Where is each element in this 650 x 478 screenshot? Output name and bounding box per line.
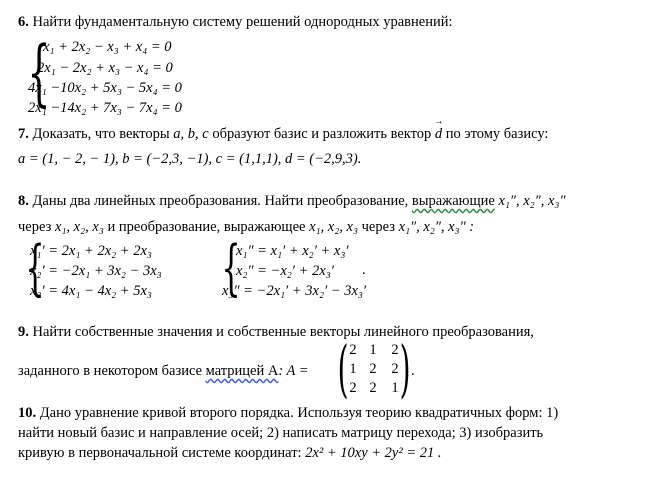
system2-row: x₂″ = −x₂′ + 2x₃′ [236,263,334,279]
problem-text: и преобразование, выражающее [107,219,306,235]
system1-row: x₂′ = −2x₁ + 3x₂ − 3x₃ [30,263,162,279]
equation-row: 2x₁ −14x₂ + 7x₃ − 7x₄ = 0 [28,100,182,116]
system2-row: x₃″ = −2x₁′ + 3x₂′ − 3x₃′ [222,283,367,299]
equation-row: 2x₁ − 2x₂ + x₃ − x₄ = 0 [37,60,173,76]
problem-number: 10. [18,405,37,421]
matrix-cell: 1 [391,380,399,396]
problem-number: 7. [18,126,29,142]
system1-row: x₁′ = 2x₁ + 2x₂ + 2x₃ [30,243,152,259]
variables: x₁″, x₂″, x₃″ [498,193,566,209]
matrix-cell: 1 [369,342,377,358]
matrix-cell: 2 [349,380,357,396]
problem-text: Найти собственные значения и собственные векторы линейного преобразования, [32,324,534,340]
system1-row: x₃′ = 4x₁ − 4x₂ + 5x₃ [30,283,152,299]
matrix-cell: 2 [391,342,399,358]
equation-row: x₁ + 2x₂ − x₃ + x₄ = 0 [43,39,172,55]
left-brace: { [27,30,51,114]
problem-text: образуют базис и разложить вектор [212,126,432,142]
matrix-cell: 1 [349,361,357,377]
left-brace: { [221,233,241,303]
wavy-word: матрицей A [205,363,279,379]
problem-text: Доказать, что векторы [32,126,170,142]
vector-values: a = (1, − 2, − 1), b = (−2,3, −1), c = (1,1,1), d = (−2,9,3). [18,151,362,167]
system2-row: x₁″ = x₁′ + x₂′ + x₃′ [236,243,349,259]
problem-number: 6. [18,14,29,30]
problem-9-line2 [18,363,309,380]
problem-text: через [18,219,52,235]
vector-d: → d [435,126,442,143]
problem-10-line2: найти новый базис и направление осей; 2) написать матрицу перехода; 3) изобразить [18,425,544,441]
problem-9-heading [18,324,534,341]
problem-text: Найти фундаментальную систему решений однородных уравнений: [32,14,453,30]
variables: x₁, x₂, x₃ [54,219,104,235]
matrix-label: : A = [278,363,309,379]
problem-8-heading [18,193,566,210]
problem-8-line2 [18,219,474,236]
left-brace: { [25,233,45,303]
problem-text: через [361,219,395,235]
matrix-end: . [411,363,415,379]
problem-text: заданного в некотором базисе [18,363,203,379]
problem-number: 8. [18,193,29,209]
problem-text: по этому базису: [445,126,549,142]
problem-7-heading [18,126,548,143]
equation-row: 4x₁ −10x₂ + 5x₃ − 5x₄ = 0 [28,80,182,96]
matrix-left-paren: ( [337,332,349,405]
problem-text: Дано уравнение кривой второго порядка. Используя теорию квадратичных форм: 1) [39,405,559,421]
curve-equation: 2x² + 10xy + 2y² = 21 . [305,445,442,461]
problem-10-line3 [18,445,442,462]
problem-10-heading [18,405,558,422]
problem-text: Даны два линейных преобразования. Найти преобразование, [32,193,409,209]
problem-6-heading [18,14,453,31]
system2-end: . [362,262,366,278]
matrix-right-paren: ) [399,332,411,405]
matrix-cell: 2 [391,361,399,377]
wavy-word: выражающие [411,193,495,209]
matrix-cell: 2 [349,342,357,358]
vector-list: a, b, c [173,126,209,142]
problem-text: кривую в первоначальной системе координат: [18,445,302,461]
variables: x₁, x₂, x₃ [309,219,359,235]
matrix-cell: 2 [369,361,377,377]
matrix-a [337,332,411,405]
variables: x₁″, x₂″, x₃″ : [398,219,475,235]
matrix-cell: 2 [369,380,377,396]
problem-number: 9. [18,324,29,340]
